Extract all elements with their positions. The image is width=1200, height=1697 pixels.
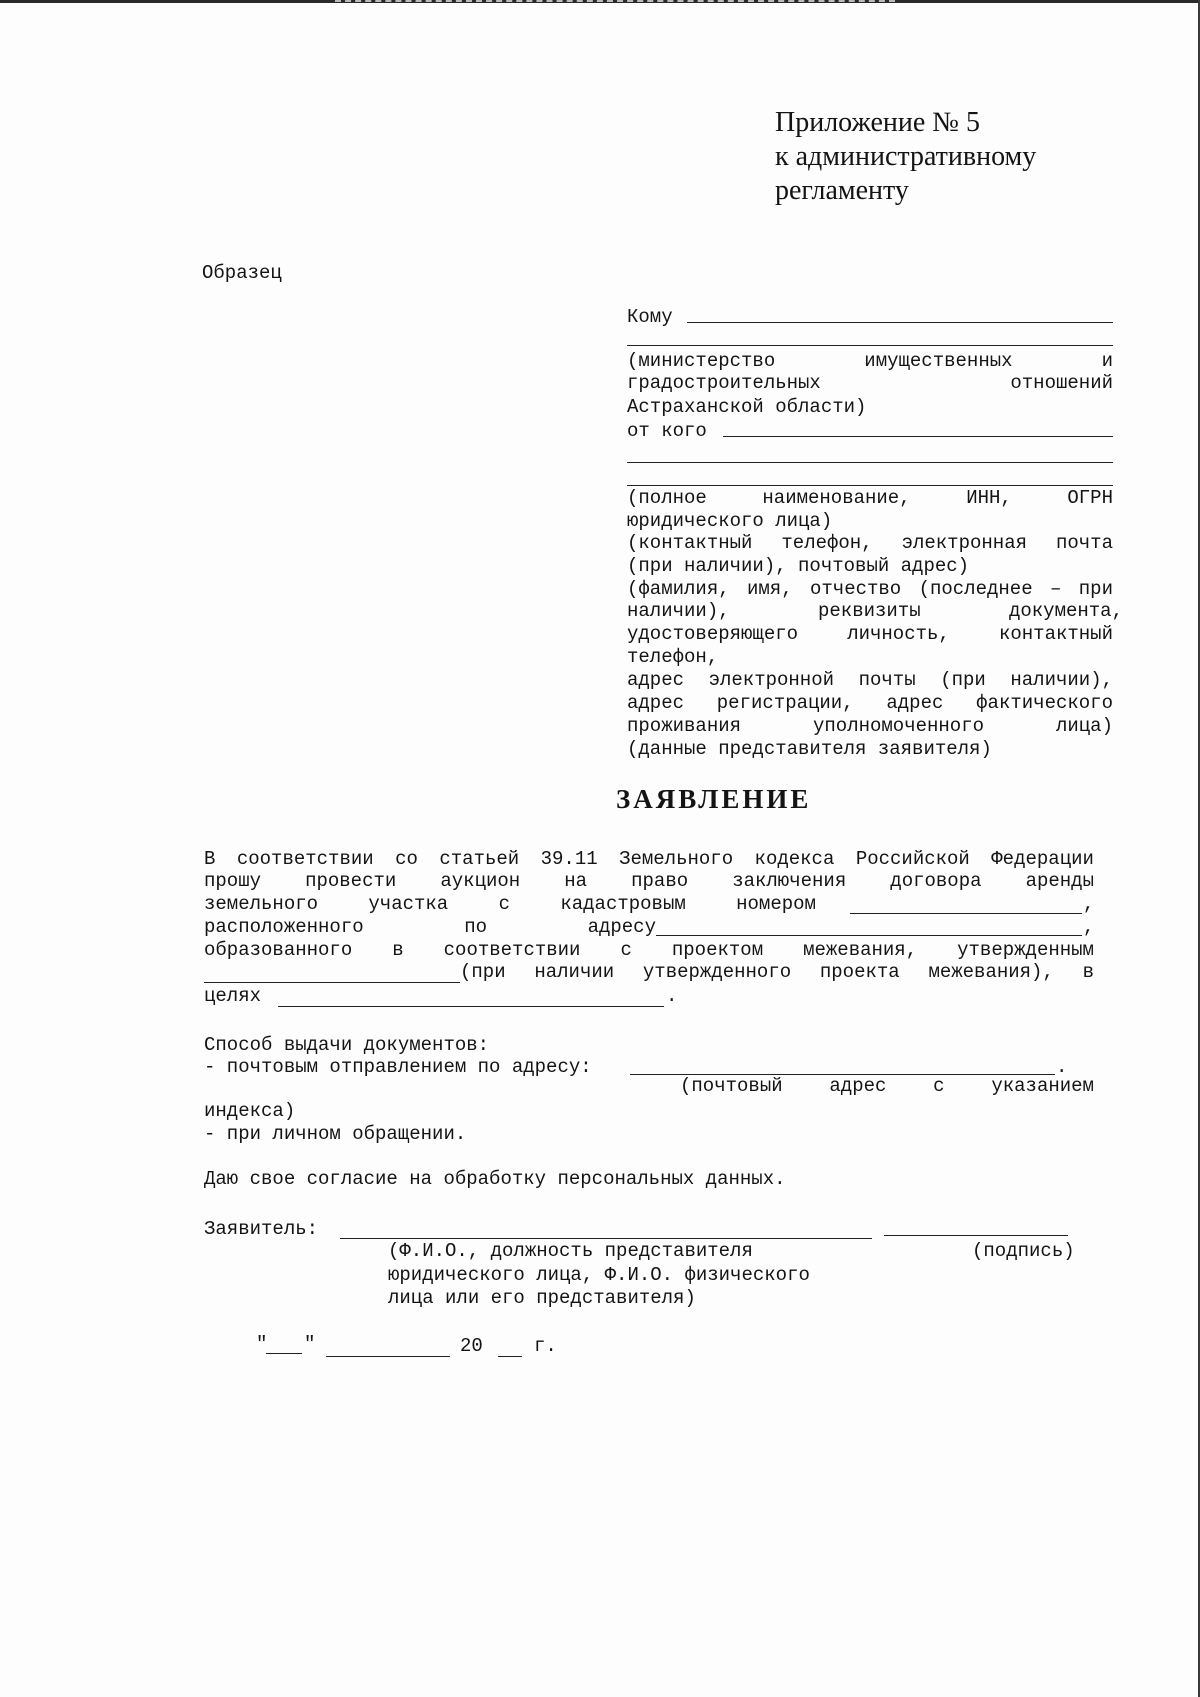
contact-line-1: (контактный телефон, электронная почта (627, 532, 1113, 554)
appendix-header (775, 106, 1036, 208)
document-title: ЗАЯВЛЕНИЕ (616, 784, 812, 814)
comma-1: , (1083, 893, 1095, 915)
appendix-regulation: регламенту (775, 175, 909, 206)
ministry-line-1: (министерство имущественных и (627, 350, 1113, 372)
ministry-line-3: Астраханской области) (627, 396, 867, 418)
post-note-line-1: (почтовый адрес с указанием (680, 1075, 1094, 1097)
postal-period: . (1056, 1056, 1068, 1078)
person-line-8: (данные представителя заявителя) (627, 738, 992, 760)
comma-2: , (1083, 916, 1095, 938)
body-line-4: расположенного по адресу (204, 916, 656, 938)
signature-field (884, 1235, 1068, 1236)
body-line-1: В соответствии со статьей 39.11 Земельного кодекса Российской Федерации (204, 848, 1094, 870)
body-line-5: образованного в соответствии с проектом межевания, утвержденным (204, 939, 1094, 961)
approval-field (204, 982, 460, 983)
legal-line-1: (полное наименование, ИНН, ОГРН (627, 487, 1113, 509)
from-label: от кого (627, 420, 707, 442)
purpose-period: . (666, 985, 678, 1007)
person-line-1: (фамилия, имя, отчество (последнее – при (627, 578, 1113, 600)
date-day-field (266, 1353, 302, 1354)
cadastral-number-field (850, 913, 1082, 914)
contact-line-2: (при наличии), почтовый адрес) (627, 555, 970, 577)
date-year-field (498, 1356, 522, 1357)
date-quote-open: " (256, 1333, 268, 1355)
purpose-field (278, 1006, 664, 1007)
appendix-number: Приложение № 5 (775, 107, 980, 138)
to-field-line (687, 322, 1113, 323)
applicant-note-3: лица или его представителя) (388, 1287, 696, 1309)
person-line-7: проживания уполномоченного лица) (627, 715, 1113, 737)
legal-line-2: юридического лица) (627, 510, 833, 532)
to-label: Кому (627, 306, 673, 328)
post-note-line-2: индекса) (204, 1100, 296, 1122)
applicant-note-1: (Ф.И.О., должность представителя (388, 1240, 753, 1262)
person-line-5: адрес электронной почты (при наличии), (627, 669, 1113, 691)
date-month-field (326, 1356, 450, 1357)
body-line-3: земельного участка с кадастровым номером (204, 893, 816, 915)
person-line-3: удостоверяющего личность, контактный (627, 623, 1113, 645)
applicant-note-2: юридического лица, Ф.И.О. физического (388, 1264, 810, 1286)
scan-artifact (335, 0, 895, 4)
delivery-post: - почтовым отправлением по адресу: (204, 1056, 592, 1078)
person-line-2: наличии), реквизиты документа, (627, 600, 1123, 622)
sample-label: Образец (202, 262, 282, 284)
delivery-heading: Способ выдачи документов: (204, 1034, 490, 1056)
from-field-line-2 (627, 462, 1113, 463)
body-line-6: (при наличии утвержденного проекта межевания), в (460, 961, 1094, 983)
to-field-line-2 (627, 345, 1113, 346)
person-line-4: телефон, (627, 646, 719, 668)
applicant-name-field (340, 1238, 872, 1239)
consent-text: Даю свое согласие на обработку персональных данных. (204, 1168, 786, 1190)
purpose-label: целях (204, 985, 262, 1007)
from-field-line (723, 436, 1113, 437)
delivery-personal: - при личном обращении. (204, 1123, 467, 1145)
date-year-prefix: 20 (460, 1335, 483, 1357)
person-line-6: адрес регистрации, адрес фактического (627, 692, 1113, 714)
address-field (656, 935, 1082, 936)
date-quote-close: " (304, 1333, 316, 1355)
signature-caption: (подпись) (972, 1240, 1075, 1262)
ministry-line-2: градостроительных отношений (627, 372, 1113, 394)
applicant-label: Заявитель: (204, 1218, 319, 1240)
date-suffix: г. (534, 1335, 557, 1357)
appendix-ref: к административному (775, 141, 1037, 172)
body-line-2: прошу провести аукцион на право заключения договора аренды (204, 870, 1094, 892)
from-field-line-3 (627, 485, 1113, 486)
